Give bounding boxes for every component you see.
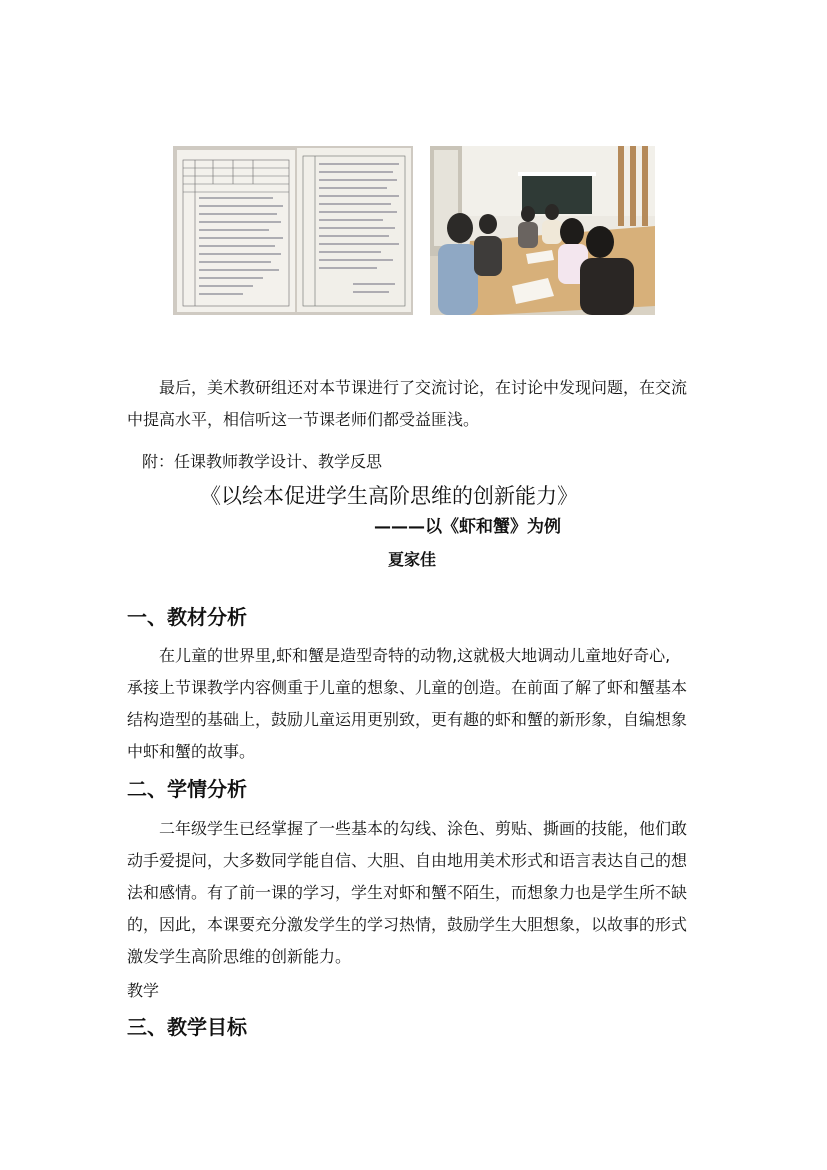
author-name: 夏家佳: [388, 550, 437, 569]
paragraph-line: 动手爱提问，大多数同学能自信、大胆、自由地用美术形式和语言表达自己的想: [127, 851, 688, 870]
paragraph-line: 承接上节课教学内容侧重于儿童的想象、儿童的创造。在前面了解了虾和蟹基本: [127, 678, 688, 697]
discussion-photo: [430, 146, 655, 315]
paragraph-line: 激发学生高阶思维的创新能力。: [127, 947, 352, 966]
paragraph-line: 中提高水平，相信听这一节课老师们都受益匪浅。: [127, 410, 480, 429]
section-2-body: [127, 813, 707, 973]
section-heading-3: 三、教学目标: [127, 1015, 247, 1039]
section-heading-2: 二、学情分析: [127, 777, 247, 801]
trailing-text: 教学: [127, 981, 160, 1000]
paragraph-line: 中虾和蟹的故事。: [127, 742, 256, 761]
paragraph-line: 最后，美术教研组还对本节课进行了交流讨论，在讨论中发现问题，在交流: [127, 378, 688, 397]
appendix-label: 附：任课教师教学设计、教学反思: [142, 452, 383, 471]
section-heading-1: 一、教材分析: [127, 605, 247, 629]
closing-paragraph: [127, 372, 707, 436]
discussion-image: [430, 146, 655, 315]
section-1-body: [127, 640, 707, 768]
paragraph-line: 的，因此，本课要充分激发学生的学习热情，鼓励学生大胆想象，以故事的形式: [127, 915, 688, 934]
paragraph-line: 结构造型的基础上，鼓励儿童运用更别致，更有趣的虾和蟹的新形象，自编想象: [127, 710, 688, 729]
paragraph-line: 在儿童的世界里,虾和蟹是造型奇特的动物,这就极大地调动儿童地好奇心,: [127, 646, 671, 665]
document-subtitle: ———以《虾和蟹》为例: [374, 517, 561, 537]
lesson-record-image: [173, 146, 413, 315]
document-title: 《以绘本促进学生高阶思维的创新能力》: [200, 484, 578, 508]
paragraph-line: 二年级学生已经掌握了一些基本的勾线、涂色、剪贴、撕画的技能，他们敢: [127, 819, 688, 838]
paragraph-line: 法和感情。有了前一课的学习，学生对虾和蟹不陌生，而想象力也是学生所不缺: [127, 883, 688, 902]
lesson-record-photo: [173, 146, 413, 315]
